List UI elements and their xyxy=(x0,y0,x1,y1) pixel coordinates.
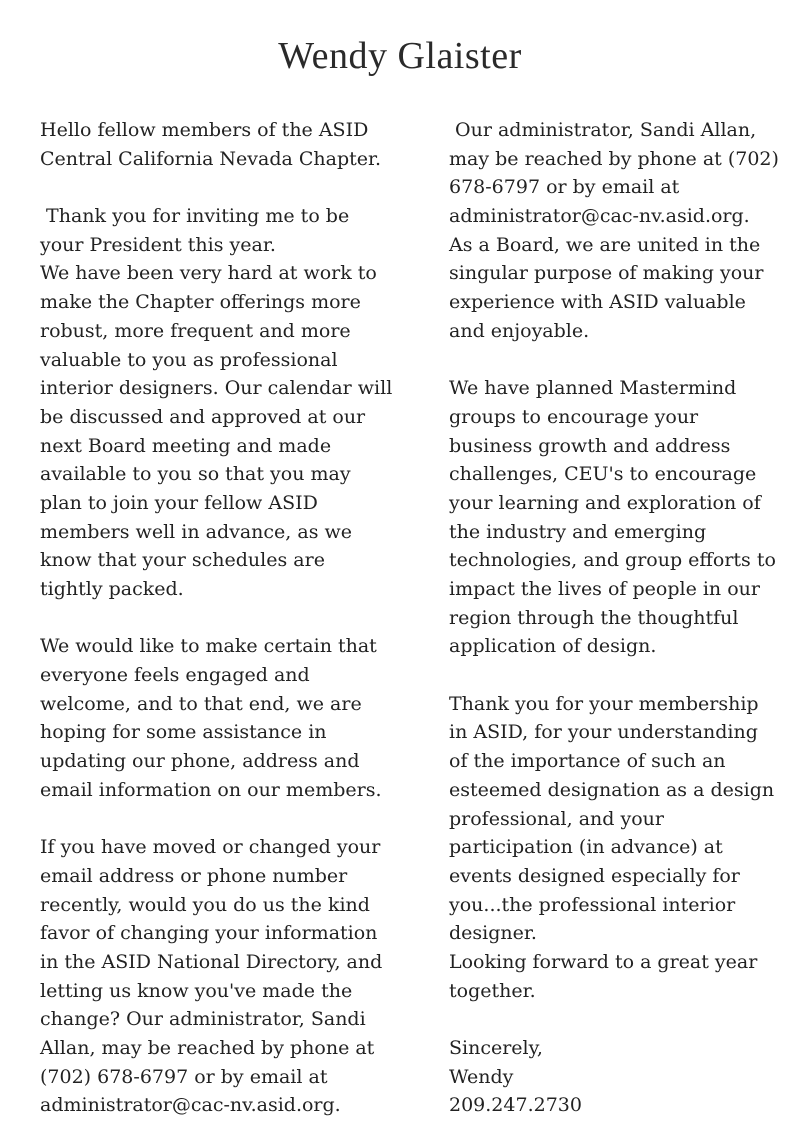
text-line: interior designers. Our calendar will xyxy=(40,377,393,400)
text-line: next Board meeting and made xyxy=(40,434,332,457)
right-column xyxy=(449,116,799,1120)
text-line: designer. xyxy=(449,922,537,945)
text-line: experience with ASID valuable xyxy=(449,291,746,314)
text-line: impact the lives of people in our xyxy=(449,578,760,600)
text-line: email information on our members. xyxy=(40,778,382,801)
text-line: the industry and emerging xyxy=(449,520,707,543)
text-line: your President this year. xyxy=(40,233,276,256)
text-line: (702) 678-6797 or by email at xyxy=(40,1065,328,1088)
text-line: recently, would you do us the kind xyxy=(40,893,370,916)
text-line: in the ASID National Directory, and xyxy=(40,950,383,973)
text-line: valuable to you as professional xyxy=(40,348,338,371)
text-line: Our administrator, Sandi Allan, xyxy=(449,119,757,141)
text-line: Wendy xyxy=(449,1065,514,1088)
text-line: plan to join your fellow ASID xyxy=(40,491,318,514)
text-line: tightly packed. xyxy=(40,578,184,600)
text-line: challenges, CEU's to encourage xyxy=(449,463,757,486)
text-line xyxy=(449,661,799,690)
text-line: technologies, and group efforts to xyxy=(449,549,776,572)
text-line: in ASID, for your understanding xyxy=(449,721,758,744)
text-line: email address or phone number xyxy=(40,864,348,887)
text-line: Thank you for inviting me to be xyxy=(40,205,350,228)
text-line: your learning and exploration of xyxy=(449,491,761,514)
text-line: 678-6797 or by email at xyxy=(449,176,680,199)
text-line xyxy=(449,1005,799,1034)
text-line xyxy=(40,805,440,834)
text-line xyxy=(40,604,440,633)
text-line: Sincerely, xyxy=(449,1037,543,1059)
text-line: region through the thoughtful xyxy=(449,606,739,629)
text-line xyxy=(449,346,799,375)
text-line: welcome, and to that end, we are xyxy=(40,692,362,715)
text-line: administrator@cac-nv.asid.org. xyxy=(449,205,750,228)
text-line: events designed especially for xyxy=(449,864,740,887)
left-column xyxy=(40,116,440,1120)
text-line: everyone feels engaged and xyxy=(40,664,310,687)
text-line: If you have moved or changed your xyxy=(40,836,381,859)
text-line: make the Chapter offerings more xyxy=(40,291,361,314)
text-line: change? Our administrator, Sandi xyxy=(40,1008,366,1031)
text-line: robust, more frequent and more xyxy=(40,319,351,342)
text-line: esteemed designation as a design xyxy=(449,778,775,801)
text-line: and enjoyable. xyxy=(449,319,590,342)
text-line: of the importance of such an xyxy=(449,750,726,773)
text-line: you...the professional interior xyxy=(449,893,736,916)
text-line: As a Board, we are united in the xyxy=(449,233,761,256)
text-line: may be reached by phone at (702) xyxy=(449,147,779,170)
text-line: groups to encourage your xyxy=(449,405,699,428)
text-line: updating our phone, address and xyxy=(40,750,360,773)
text-line xyxy=(40,173,440,202)
text-line: singular purpose of making your xyxy=(449,262,764,285)
page-title: Wendy Glaister xyxy=(278,35,522,77)
text-line: professional, and your xyxy=(449,807,664,830)
text-line: Central California Nevada Chapter. xyxy=(40,147,382,170)
text-line: know that your schedules are xyxy=(40,549,325,572)
text-line: hoping for some assistance in xyxy=(40,721,327,744)
text-line: Allan, may be reached by phone at xyxy=(40,1037,375,1059)
text-line: Looking forward to a great year xyxy=(449,950,758,973)
text-line: Hello fellow members of the ASID xyxy=(40,119,369,141)
text-line: favor of changing your information xyxy=(40,922,378,945)
text-line: business growth and address xyxy=(449,434,731,457)
text-line: 209.247.2730 xyxy=(449,1094,582,1117)
text-line: application of design. xyxy=(449,635,657,658)
text-line: available to you so that you may xyxy=(40,463,351,486)
text-line: together. xyxy=(449,979,536,1002)
text-line: We have been very hard at work to xyxy=(40,262,377,285)
text-line: be discussed and approved at our xyxy=(40,405,366,428)
text-line: administrator@cac-nv.asid.org. xyxy=(40,1094,341,1117)
text-line: participation (in advance) at xyxy=(449,836,723,859)
text-line: members well in advance, as we xyxy=(40,520,352,543)
text-line: We have planned Mastermind xyxy=(449,377,737,400)
text-line: letting us know you've made the xyxy=(40,979,353,1002)
text-line: Thank you for your membership xyxy=(449,692,759,715)
text-line: We would like to make certain that xyxy=(40,635,377,658)
